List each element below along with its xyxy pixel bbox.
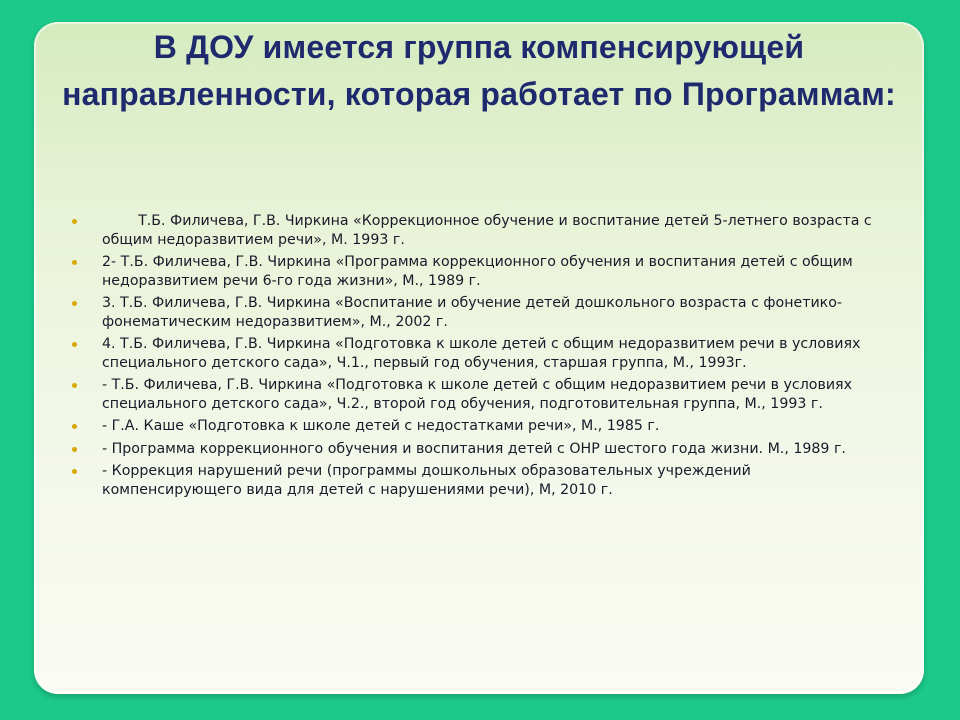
bullet-icon: [72, 383, 77, 388]
bullet-icon: [72, 219, 77, 224]
bullet-icon: [72, 469, 77, 474]
list-item: [68, 462, 888, 499]
bullet-icon: [72, 260, 77, 265]
bullet-icon: [72, 424, 77, 429]
list-item: [68, 440, 888, 459]
bullet-icon: [72, 342, 77, 347]
slide-title: В ДОУ имеется группа компенсирующей направленности, которая работает по Программам:: [62, 29, 896, 112]
list-item: [68, 376, 888, 413]
bullet-icon: [72, 447, 77, 452]
list-item-text: 4. Т.Б. Филичева, Г.В. Чиркина «Подготовка к школе детей с общим недоразвитием речи в условиях специального детского сада», Ч.1., первый год обучения, старшая группа, М., 1993г.: [102, 336, 861, 371]
list-item: [68, 294, 888, 331]
list-item-text: - Г.А. Каше «Подготовка к школе детей с недостатками речи», М., 1985 г.: [102, 418, 660, 434]
list-item-text: - Т.Б. Филичева, Г.В. Чиркина «Подготовка к школе детей с общим недоразвитием речи в условиях специального детского сада», Ч.2., второй год обучения, подготовительная группа, М., 1993 г.: [102, 377, 852, 412]
list-item-text: Т.Б. Филичева, Г.В. Чиркина «Коррекционное обучение и воспитание детей 5-летнего возраста с общим недоразвитием речи», М. 1993 г.: [102, 213, 872, 248]
list-item: [68, 335, 888, 372]
list-item-text: 2- Т.Б. Филичева, Г.В. Чиркина «Программа коррекционного обучения и воспитания детей с общим недоразвитием речи 6-го года жизни», М., 1989 г.: [102, 254, 853, 289]
list-item: [68, 253, 888, 290]
list-item: [68, 212, 888, 249]
list-item: [68, 417, 888, 436]
program-list: [68, 212, 888, 503]
list-item-text: - Программа коррекционного обучения и воспитания детей с ОНР шестого года жизни. М., 1989 г.: [102, 440, 846, 457]
bullet-icon: [72, 301, 77, 306]
list-item-text: - Коррекция нарушений речи (программы дошкольных образовательных учреждений компенсирующего вида для детей с нарушениями речи), М, 2010 г.: [102, 463, 751, 498]
list-item-text: 3. Т.Б. Филичева, Г.В. Чиркина «Воспитание и обучение детей дошкольного возраста с фонетико-фонематическим недоразвитием», М., 2002 г.: [102, 295, 843, 330]
